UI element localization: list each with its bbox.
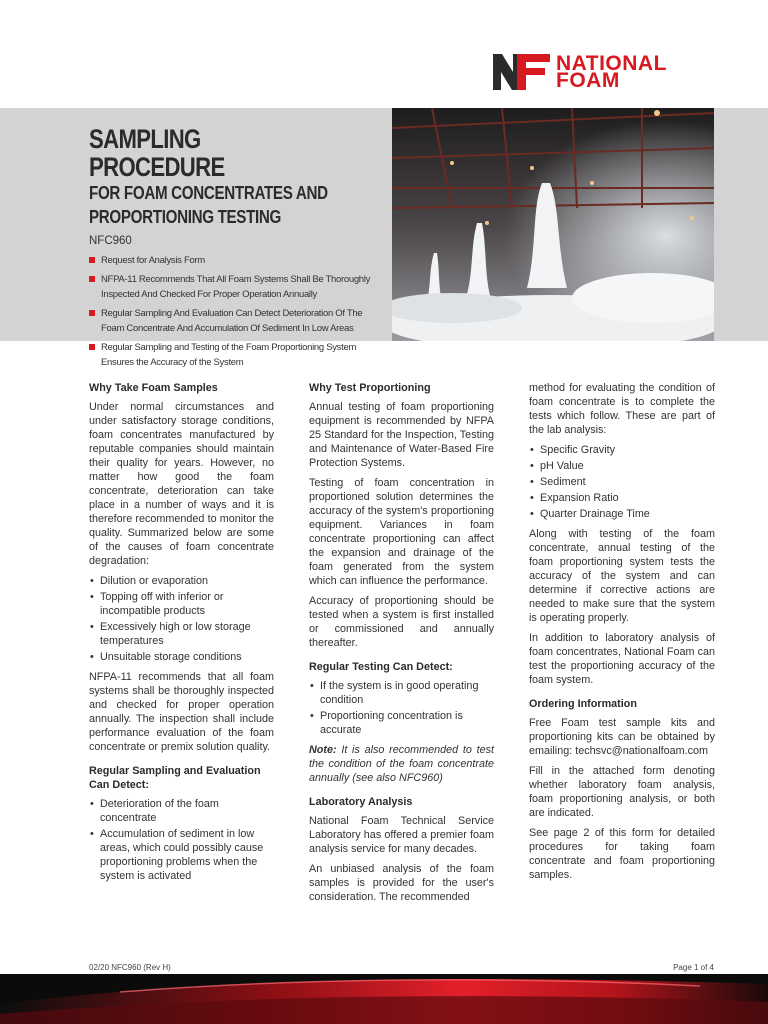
footer-page-number: Page 1 of 4 xyxy=(673,963,714,972)
heading-why-test-proportioning: Why Test Proportioning xyxy=(309,382,431,394)
header-bullet: Request for Analysis Form xyxy=(89,253,384,269)
list-item: • If the system is in good operating condition xyxy=(309,679,494,707)
list-item: • Unsuitable storage conditions xyxy=(89,650,274,664)
paragraph: Fill in the attached form denoting whether laboratory foam analysis, foam proportioning analysis, or both are indicated. xyxy=(529,765,715,819)
column-1 xyxy=(89,381,274,889)
heading-regular-testing: Regular Testing Can Detect: xyxy=(309,661,453,673)
logo-line2: FOAM xyxy=(556,69,620,92)
heading-why-take-samples: Why Take Foam Samples xyxy=(89,382,218,394)
note-text: It is also recommended to test the condition of the foam concentrate annually (see also NFC960) xyxy=(309,744,494,784)
degradation-causes-list xyxy=(89,574,274,664)
list-item: • Expansion Ratio xyxy=(529,491,715,505)
list-item: • Proportioning concentration is accurate xyxy=(309,709,494,737)
paragraph: See page 2 of this form for detailed procedures for taking foam concentrate and foam proportioning samples. xyxy=(529,827,715,881)
note xyxy=(309,743,494,785)
list-item: • Quarter Drainage Time xyxy=(529,507,715,521)
paragraph: Accuracy of proportioning should be tested when a system is first installed or commissioned and annually thereafter. xyxy=(309,595,494,649)
list-item: • Topping off with inferior or incompatible products xyxy=(89,590,274,618)
paragraph: In addition to laboratory analysis of foam concentrates, National Foam can test the proportioning accuracy of the foam system. xyxy=(529,632,715,686)
logo-line1: NATIONAL xyxy=(556,52,667,75)
list-item: • Specific Gravity xyxy=(529,443,715,457)
footer-swoosh-graphic xyxy=(0,974,768,1024)
paragraph: Along with testing of the foam concentrate, annual testing of the foam proportioning system tests the accuracy of the system and can determine if corrective actions are needed to make sure that the system is operating properly. xyxy=(529,528,715,624)
detect-list xyxy=(89,797,274,883)
note-label: Note: xyxy=(309,744,337,756)
lab-tests-list xyxy=(529,443,715,521)
page-subtitle-2: PROPORTIONING TESTING xyxy=(89,206,282,227)
paragraph: National Foam Technical Service Laboratory has offered a premier foam analysis service for many decades. xyxy=(309,815,494,855)
column-3 xyxy=(529,381,715,888)
paragraph: Testing of foam concentration in proportioned solution determines the accuracy of the system's proportioning equipment. Variances in foam concentrate proportioning can affect the expansion and drainage of the foam generated from the system which can influence the performance. xyxy=(309,477,494,587)
heading-regular-sampling: Regular Sampling and Evaluation Can Detect: xyxy=(89,765,261,791)
list-item: • Dilution or evaporation xyxy=(89,574,274,588)
paragraph: method for evaluating the condition of foam concentrate is to complete the tests which follow. These are part of the lab analysis: xyxy=(529,382,715,436)
list-item: • Excessively high or low storage temperatures xyxy=(89,620,274,648)
list-item: • pH Value xyxy=(529,459,715,473)
header-bullet: NFPA-11 Recommends That All Foam Systems Shall Be Thoroughly Inspected And Checked For Proper Operation Annually xyxy=(89,272,384,303)
heading-ordering-information: Ordering Information xyxy=(529,698,637,710)
paragraph: Under normal circumstances and under satisfactory storage conditions, foam concentrates manufactured by reputable companies should maintain their quality for years. However, no matter how good the foam concentrate, deterioration can take place in a number of ways and it is therefore recommended to monitor the quality. Summarized below are some of the causes of foam concentrate degradation: xyxy=(89,401,274,567)
document-code: NFC960 xyxy=(89,235,132,247)
page-subtitle-1: FOR FOAM CONCENTRATES AND xyxy=(89,182,328,203)
list-item: • Sediment xyxy=(529,475,715,489)
nf-logo-icon xyxy=(493,54,550,90)
column-2 xyxy=(309,381,494,910)
list-item: • Deterioration of the foam concentrate xyxy=(89,797,274,825)
header-bullet: Regular Sampling And Evaluation Can Detect Deterioration Of The Foam Concentrate And Accumulation Of Sediment In Low Areas xyxy=(89,306,384,337)
national-foam-logo xyxy=(493,54,667,90)
paragraph: Free Foam test sample kits and proportioning kits can be obtained by emailing: techsvc@nationalfoam.com xyxy=(529,717,715,757)
header-bullets xyxy=(89,253,384,371)
footer-revision: 02/20 NFC960 (Rev H) xyxy=(89,963,171,972)
paragraph: An unbiased analysis of the foam samples is provided for the user's consideration. The recommended xyxy=(309,863,494,903)
header-text xyxy=(89,125,384,374)
heading-laboratory-analysis: Laboratory Analysis xyxy=(309,796,413,808)
paragraph: NFPA-11 recommends that all foam systems shall be thoroughly inspected and checked for proper operation annually. The inspection shall include performance evaluation of the foam concentrate or premix solution quality. xyxy=(89,671,274,753)
foam-test-photo xyxy=(392,108,714,341)
testing-detect-list xyxy=(309,679,494,737)
page-title: SAMPLING PROCEDURE xyxy=(89,124,225,182)
paragraph: Annual testing of foam proportioning equipment is recommended by NFPA 25 Standard for the Inspection, Testing and Maintenance of Water-Based Fire Protection Systems. xyxy=(309,401,494,469)
header-bullet: Regular Sampling and Testing of the Foam Proportioning System Ensures the Accuracy of the System xyxy=(89,340,384,371)
list-item: • Accumulation of sediment in low areas, which could possibly cause proportioning problems when the system is activated xyxy=(89,827,274,883)
